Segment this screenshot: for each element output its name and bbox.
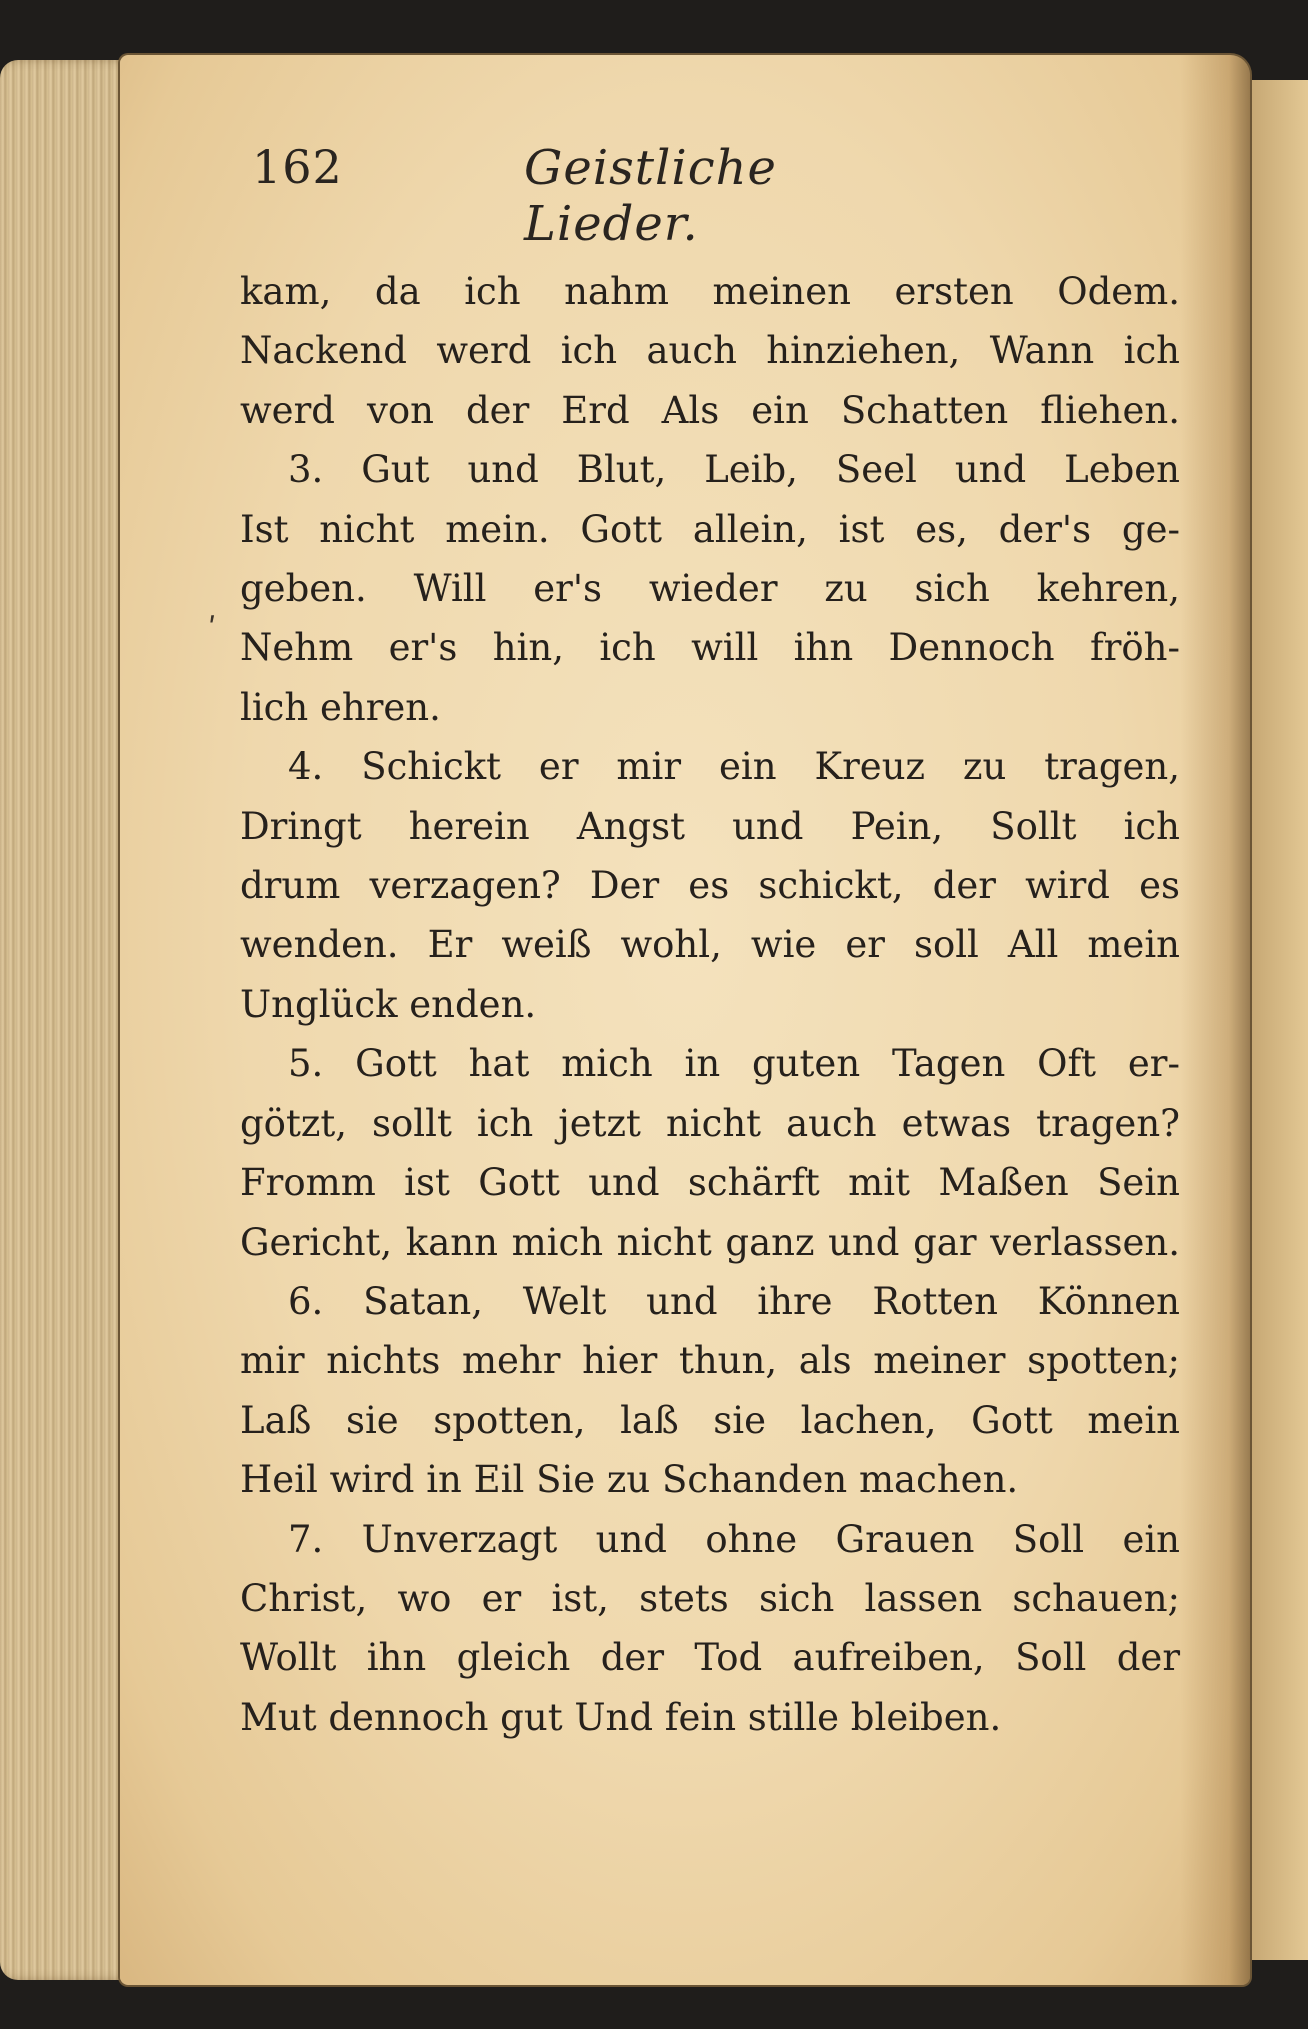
next-page-edge (1246, 80, 1308, 1960)
text-line: mir nichts mehr hier thun, als meiner spotten; (240, 1339, 1180, 1383)
text-line: geben. Will er's wieder zu sich kehren, (240, 567, 1180, 611)
text-line: Nehm er's hin, ich will ihn Dennoch fröh- (240, 626, 1180, 670)
page-number: 162 (252, 140, 343, 194)
text-line: Christ, wo er ist, stets sich lassen schauen; (240, 1576, 1180, 1620)
text-line: Mut dennoch gut Und fein stille bleiben. (240, 1695, 1002, 1739)
text-line: kam, da ich nahm meinen ersten Odem. (240, 270, 1180, 313)
text-line: Wollt ihn gleich der Tod aufreiben, Soll der (240, 1636, 1180, 1680)
text-line: Laß sie spotten, laß sie lachen, Gott mein (240, 1398, 1180, 1442)
text-line: Heil wird in Eil Sie zu Schanden machen. (240, 1458, 1019, 1502)
text-line: Gericht, kann mich nicht ganz und gar verlassen. (240, 1220, 1180, 1264)
text-line: lich ehren. (240, 685, 441, 729)
text-line: 3. Gut und Blut, Leib, Seel und Leben (288, 448, 1180, 492)
text-line: wenden. Er weiß wohl, wie er soll All mein (240, 923, 1180, 967)
text-line: werd von der Erd Als ein Schatten fliehen. (240, 388, 1180, 432)
running-title: Geistliche Lieder. (524, 140, 777, 252)
text-line: 7. Unverzagt und ohne Grauen Soll ein (288, 1517, 1180, 1561)
text-line: 5. Gott hat mich in guten Tagen Oft er- (288, 1042, 1180, 1086)
text-line: Nackend werd ich auch hinziehen, Wann ich (240, 329, 1180, 373)
page-edges (0, 60, 135, 1980)
text-line: Unglück enden. (240, 982, 537, 1026)
text-line: Dringt herein Angst und Pein, Sollt ich (240, 804, 1180, 848)
text-line: drum verzagen? Der es schickt, der wird es (240, 864, 1180, 908)
text-line: Ist nicht mein. Gott allein, ist es, der's ge- (240, 507, 1180, 551)
page-header (252, 140, 952, 252)
text-line: Fromm ist Gott und schärft mit Maßen Sein (240, 1161, 1180, 1205)
margin-mark: ʹ (208, 612, 217, 647)
text-line: 4. Schickt er mir ein Kreuz zu tragen, (288, 745, 1180, 789)
text-line: 6. Satan, Welt und ihre Rotten Können (288, 1279, 1180, 1323)
text-line: götzt, sollt ich jetzt nicht auch etwas tragen? (240, 1101, 1180, 1145)
hymn-text (240, 262, 1180, 1747)
